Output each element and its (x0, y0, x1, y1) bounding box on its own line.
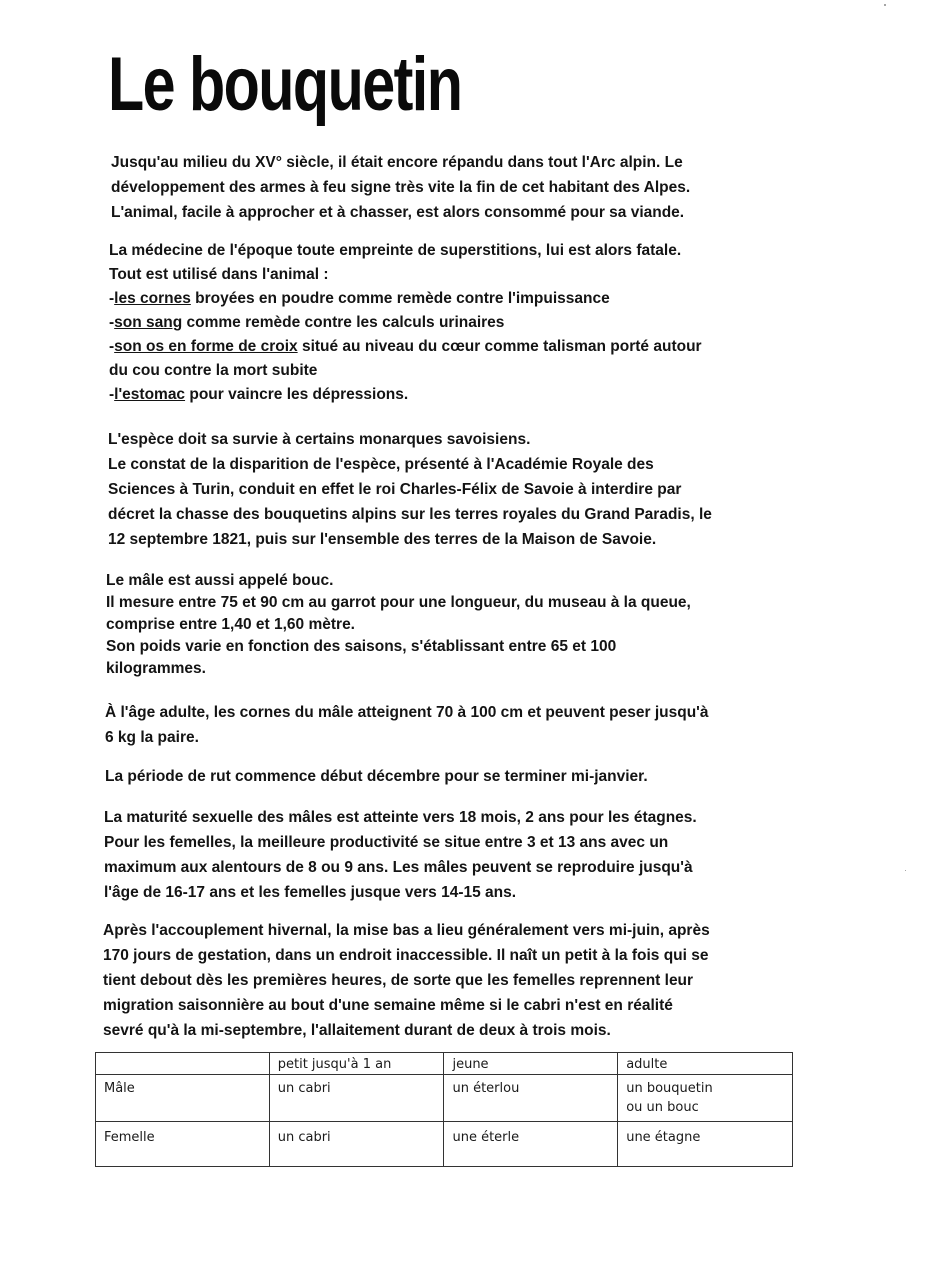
page-title: Le bouquetin (108, 42, 462, 127)
table-cell: un éterlou (444, 1075, 618, 1122)
text-line: Jusqu'au milieu du XV° siècle, il était encore répandu dans tout l'Arc alpin. Le (111, 154, 683, 171)
paragraph-size (106, 570, 691, 680)
text-line: Tout est utilisé dans l'animal : (109, 266, 329, 283)
table-cell: une éterle (444, 1122, 618, 1167)
text-line: L'animal, facile à approcher et à chasser, est alors consommé pour sa viande. (111, 204, 685, 221)
list-text: pour vaincre les dépressions. (185, 386, 409, 403)
list-item (109, 359, 702, 383)
paragraph-rut (105, 764, 648, 789)
paragraph-maturity (104, 805, 697, 905)
underlined-term: les cornes (114, 290, 191, 307)
text-line: Son poids varie en fonction des saisons, s'établissant entre 65 et 100 (106, 638, 617, 655)
underlined-term: l'estomac (114, 386, 186, 403)
text-line: Après l'accouplement hivernal, la mise bas a lieu généralement vers mi-juin, après (103, 922, 710, 939)
text-line: 170 jours de gestation, dans un endroit inaccessible. Il naît un petit à la fois qui se (103, 947, 709, 964)
cell-line: un bouquetin (626, 1081, 713, 1096)
list-prefix: - (109, 338, 115, 355)
text-line: 12 septembre 1821, puis sur l'ensemble des terres de la Maison de Savoie. (108, 531, 657, 548)
table-cell: un cabri (269, 1122, 444, 1167)
table-header-row (96, 1053, 793, 1075)
list-text: du cou contre la mort subite (109, 362, 318, 379)
list-text: broyées en poudre comme remède contre l'impuissance (190, 290, 610, 307)
text-line: comprise entre 1,40 et 1,60 mètre. (106, 616, 355, 633)
text-line: maximum aux alentours de 8 ou 9 ans. Les mâles peuvent se reproduire jusqu'à (104, 859, 693, 876)
text-line: kilogrammes. (106, 660, 206, 677)
cell-line: ou un bouc (626, 1100, 699, 1115)
list-prefix: - (109, 314, 115, 331)
text-line: migration saisonnière au bout d'une semaine même si le cabri n'est en réalité (103, 997, 673, 1014)
paragraph-birth (103, 918, 710, 1043)
text-line: L'espèce doit sa survie à certains monarques savoisiens. (108, 431, 531, 448)
text-line: À l'âge adulte, les cornes du mâle atteignent 70 à 100 cm et peuvent peser jusqu'à (105, 704, 709, 721)
paragraph-medicine (109, 239, 702, 407)
text-line: Pour les femelles, la meilleure productivité se situe entre 3 et 13 ans avec un (104, 834, 669, 851)
text-line: 6 kg la paire. (105, 729, 199, 746)
table-header-cell (96, 1053, 270, 1075)
table-cell: une étagne (618, 1122, 793, 1167)
text-line: tient debout dès les premières heures, de sorte que les femelles reprennent leur (103, 972, 694, 989)
list-text: comme remède contre les calculs urinaires (182, 314, 505, 331)
table-row (96, 1075, 793, 1122)
list-item (109, 335, 702, 359)
list-item (109, 383, 702, 407)
paragraph-horns (105, 700, 708, 750)
text-line: La maturité sexuelle des mâles est atteinte vers 18 mois, 2 ans pour les étagnes. (104, 809, 697, 826)
table-header-cell: jeune (444, 1053, 618, 1075)
text-line: développement des armes à feu signe très vite la fin de cet habitant des Alpes. (111, 179, 691, 196)
text-line: décret la chasse des bouquetins alpins sur les terres royales du Grand Paradis, le (108, 506, 712, 523)
table-cell: Mâle (96, 1075, 270, 1122)
text-line: Sciences à Turin, conduit en effet le roi Charles-Félix de Savoie à interdire par (108, 481, 682, 498)
paragraph-survival (108, 427, 712, 552)
text-line: sevré qu'à la mi-septembre, l'allaitement durant de deux à trois mois. (103, 1022, 611, 1039)
text-line: Le constat de la disparition de l'espèce, présenté à l'Académie Royale des (108, 456, 654, 473)
text-line: Il mesure entre 75 et 90 cm au garrot pour une longueur, du museau à la queue, (106, 594, 691, 611)
text-line: La médecine de l'époque toute empreinte de superstitions, lui est alors fatale. (109, 242, 682, 259)
table-cell: un cabri (269, 1075, 444, 1122)
table-cell (618, 1075, 793, 1122)
list-text: situé au niveau du cœur comme talisman porté autour (297, 338, 702, 355)
table-header-cell: petit jusqu'à 1 an (269, 1053, 444, 1075)
text-line: l'âge de 16-17 ans et les femelles jusque vers 14-15 ans. (104, 884, 517, 901)
scan-speck (905, 870, 906, 871)
vocabulary-table (95, 1052, 793, 1167)
list-item (109, 287, 702, 311)
underlined-term: son sang (114, 314, 183, 331)
list-prefix: - (109, 386, 115, 403)
paragraph-history (111, 150, 690, 225)
list-prefix: - (109, 290, 115, 307)
table-header-cell: adulte (618, 1053, 793, 1075)
text-line: Le mâle est aussi appelé bouc. (106, 572, 334, 589)
table-row (96, 1122, 793, 1167)
underlined-term: son os en forme de croix (114, 338, 298, 355)
text-line: La période de rut commence début décembre pour se terminer mi-janvier. (105, 768, 648, 785)
table-cell: Femelle (96, 1122, 270, 1167)
list-item (109, 311, 702, 335)
scan-speck (884, 4, 886, 6)
